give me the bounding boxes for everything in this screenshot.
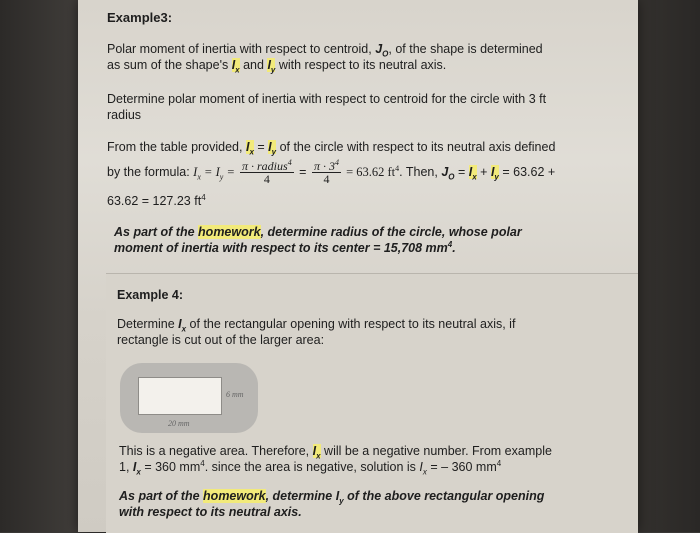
dimension-width-label: 20 mm bbox=[168, 419, 190, 428]
rectangular-opening bbox=[138, 377, 222, 415]
homework1-line1: As part of the homework, determine radius of the circle, whose polar bbox=[114, 225, 522, 239]
example3-formula-line: by the formula: $I_x = I_y$ = $\frac{\pi \cdot radius^4}{4}$ = $\frac{\pi \cdot 3^4}{4}$ = 63.62 $ft^4$. Then, $J_O = I_x + I_y = 63.62$ + bbox=[107, 158, 556, 187]
homework2-line2: with respect to its neutral axis. bbox=[119, 505, 302, 519]
fraction-radius: $\frac{\pi \cdot radius^4}{4}$ bbox=[242, 158, 292, 187]
example3-heading: Example3: bbox=[107, 10, 173, 25]
example4-paragraph2-line2: 1, $I_x = 360$ $mm^4$. since the area is negative, solution is $I_x$ = – 360 $mm^4$ bbox=[119, 458, 502, 477]
example4-paragraph2-line1: This is a negative area. Therefore, $I_x$ will be a negative number. From example bbox=[119, 444, 552, 461]
homework2-line1: As part of the homework, determine $I_y$ of the above rectangular opening bbox=[119, 489, 545, 506]
example3-paragraph1-line2: as sum of the shape's $I_x$ and $I_y$ with respect to its neutral axis. bbox=[107, 58, 447, 75]
example3-paragraph3-line1: From the table provided, $I_x = I_y$ of the circle with respect to its neutral axis defined bbox=[107, 140, 556, 157]
example4-paragraph1-line1: Determine $I_x$ of the rectangular opening with respect to its neutral axis, if bbox=[117, 317, 516, 334]
example3-paragraph3-line3: 63.62 = 127.23 $ft^4$ bbox=[107, 192, 206, 208]
example3-paragraph2-line2: radius bbox=[107, 108, 142, 122]
example4-heading: Example 4: bbox=[117, 288, 184, 302]
example3-paragraph1-line1: Polar moment of inertia with respect to centroid, $J_O$, of the shape is determined bbox=[107, 42, 543, 59]
dimension-height-label: 6 mm bbox=[226, 390, 244, 399]
example3-paragraph2-line1: Determine polar moment of inertia with respect to centroid for the circle with 3 ft bbox=[107, 92, 547, 106]
example4-paragraph1-line2: rectangle is cut out of the larger area: bbox=[117, 333, 325, 347]
homework1-line2: moment of inertia with respect to its center = 15,708 $mm^4$. bbox=[114, 239, 456, 255]
fraction-value: $\frac{\pi \cdot 3^4}{4}$ bbox=[313, 158, 339, 187]
